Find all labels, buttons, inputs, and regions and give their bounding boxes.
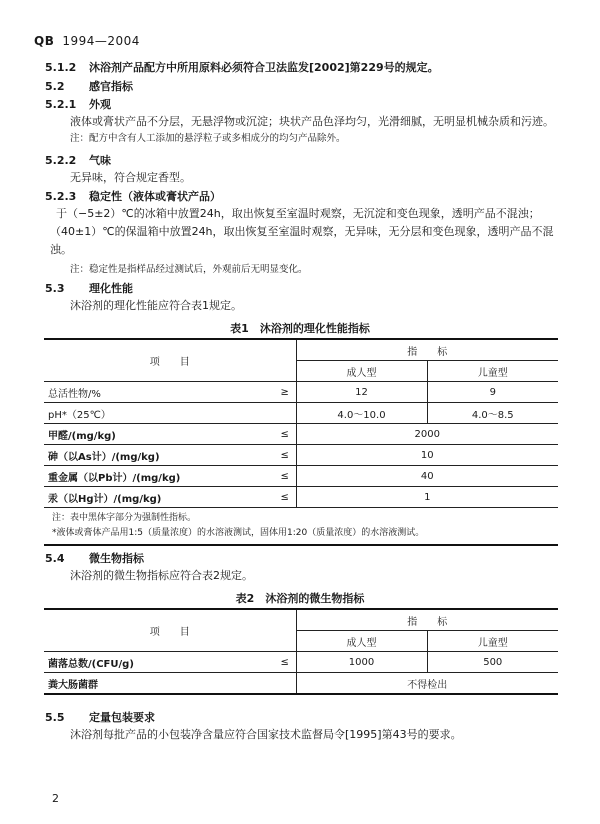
table2-child-value: 500 [427, 652, 558, 673]
table2-op [274, 673, 296, 695]
table1-adult-value: 12 [296, 382, 427, 403]
table1-caption: 表1 沐浴剂的理化性能指标 [230, 322, 370, 335]
clause-5-2-1-note: 注：配方中含有人工添加的悬浮粒子或多相成分的均匀产品除外。 [70, 133, 346, 144]
table2-op: ≤ [274, 652, 296, 673]
table1-note-2: *液体或膏体产品用1:5（质量浓度）的水溶液测试，固体用1:20（质量浓度）的水溶液测试。 [52, 528, 425, 538]
table1-header-index: 指 标 [296, 339, 558, 361]
clause-5-2-3-note: 注：稳定性是指样品经过测试后，外观前后无明显变化。 [70, 264, 308, 275]
clause-5-2-2-text: 无异味，符合规定香型。 [70, 171, 191, 184]
table1-op: ≤ [274, 424, 296, 445]
table-row [44, 652, 558, 673]
table2-merged-value: 不得检出 [296, 673, 558, 695]
table2-header-adult: 成人型 [296, 631, 427, 652]
table2 [44, 608, 558, 695]
page-number: 2 [52, 792, 59, 805]
table1-op: ≥ [274, 382, 296, 403]
clause-5-4-text: 沐浴剂的微生物指标应符合表2规定。 [70, 569, 253, 582]
clause-5-2-1-text: 液体或膏状产品不分层，无悬浮物或沉淀；块状产品色泽均匀，光滑细腻，无明显机械杂质和污迹。 [70, 115, 554, 128]
table1-op [274, 403, 296, 424]
table1-item: 重金属（以Pb计）/(mg/kg) [44, 466, 274, 487]
table1-op: ≤ [274, 466, 296, 487]
clause-5-2-1: 5.2.1 外观 [45, 98, 111, 111]
standard-label: QB [34, 34, 55, 48]
table-row [44, 424, 558, 445]
table2-header-child: 儿童型 [427, 631, 558, 652]
table1-note-1: 注：表中黑体字部分为强制性指标。 [52, 513, 197, 523]
table1-merged-value: 10 [296, 445, 558, 466]
clause-5-5: 5.5 定量包装要求 [45, 711, 155, 724]
clause-5-2-3-line2: （40±1）℃的保温箱中放置24h，取出恢复至室温时观察，无异味，无分层和变色现象，透明产品不混 [50, 225, 554, 238]
clause-5-4: 5.4 微生物指标 [45, 552, 144, 565]
table2-adult-value: 1000 [296, 652, 427, 673]
clause-5-3-text: 沐浴剂的理化性能应符合表1规定。 [70, 299, 242, 312]
table1-header-adult: 成人型 [296, 361, 427, 382]
table1-header-child: 儿童型 [427, 361, 558, 382]
clause-5-3: 5.3 理化性能 [45, 282, 133, 295]
table2-item: 菌落总数/(CFU/g) [44, 652, 274, 673]
standard-header [34, 34, 140, 48]
table-row [44, 382, 558, 403]
table1 [44, 338, 558, 546]
clause-5-2: 5.2 感官指标 [45, 80, 133, 93]
table1-merged-value: 2000 [296, 424, 558, 445]
table-row [44, 403, 558, 424]
table1-merged-value: 1 [296, 487, 558, 508]
table1-notes [44, 508, 558, 546]
table1-item: pH*（25℃） [44, 403, 274, 424]
table2-caption: 表2 沐浴剂的微生物指标 [235, 592, 365, 605]
clause-5-2-3-line3: 浊。 [50, 243, 72, 256]
clause-5-2-3-line1: 于（−5±2）℃的冰箱中放置24h，取出恢复至室温时观察，无沉淀和变色现象，透明产品不混浊； [56, 207, 540, 220]
table1-op: ≤ [274, 487, 296, 508]
table1-child-value: 4.0～8.5 [427, 403, 558, 424]
table1-item: 甲醛/(mg/kg) [44, 424, 274, 445]
table1-header-item: 项 目 [44, 339, 296, 382]
clause-5-2-3: 5.2.3 稳定性（液体或膏状产品） [45, 190, 221, 203]
table2-item: 粪大肠菌群 [44, 673, 274, 695]
table2-header-index: 指 标 [296, 609, 558, 631]
standard-code: 1994—2004 [62, 34, 140, 48]
table1-op: ≤ [274, 445, 296, 466]
table1-merged-value: 40 [296, 466, 558, 487]
table1-adult-value: 4.0～10.0 [296, 403, 427, 424]
clause-5-2-2: 5.2.2 气味 [45, 154, 111, 167]
table1-item: 砷（以As计）/(mg/kg) [44, 445, 274, 466]
table-row [44, 466, 558, 487]
table-row [44, 487, 558, 508]
table-row [44, 445, 558, 466]
table1-child-value: 9 [427, 382, 558, 403]
table-row [44, 673, 558, 695]
table1-item: 总活性物/% [44, 382, 274, 403]
clause-5-1-2: 5.1.2 沐浴剂产品配方中所用原料必须符合卫法监发[2002]第229号的规定。 [45, 61, 439, 74]
clause-5-5-text: 沐浴剂每批产品的小包装净含量应符合国家技术监督局令[1995]第43号的要求。 [70, 728, 462, 741]
table1-item: 汞（以Hg计）/(mg/kg) [44, 487, 274, 508]
table2-header-item: 项 目 [44, 609, 296, 652]
